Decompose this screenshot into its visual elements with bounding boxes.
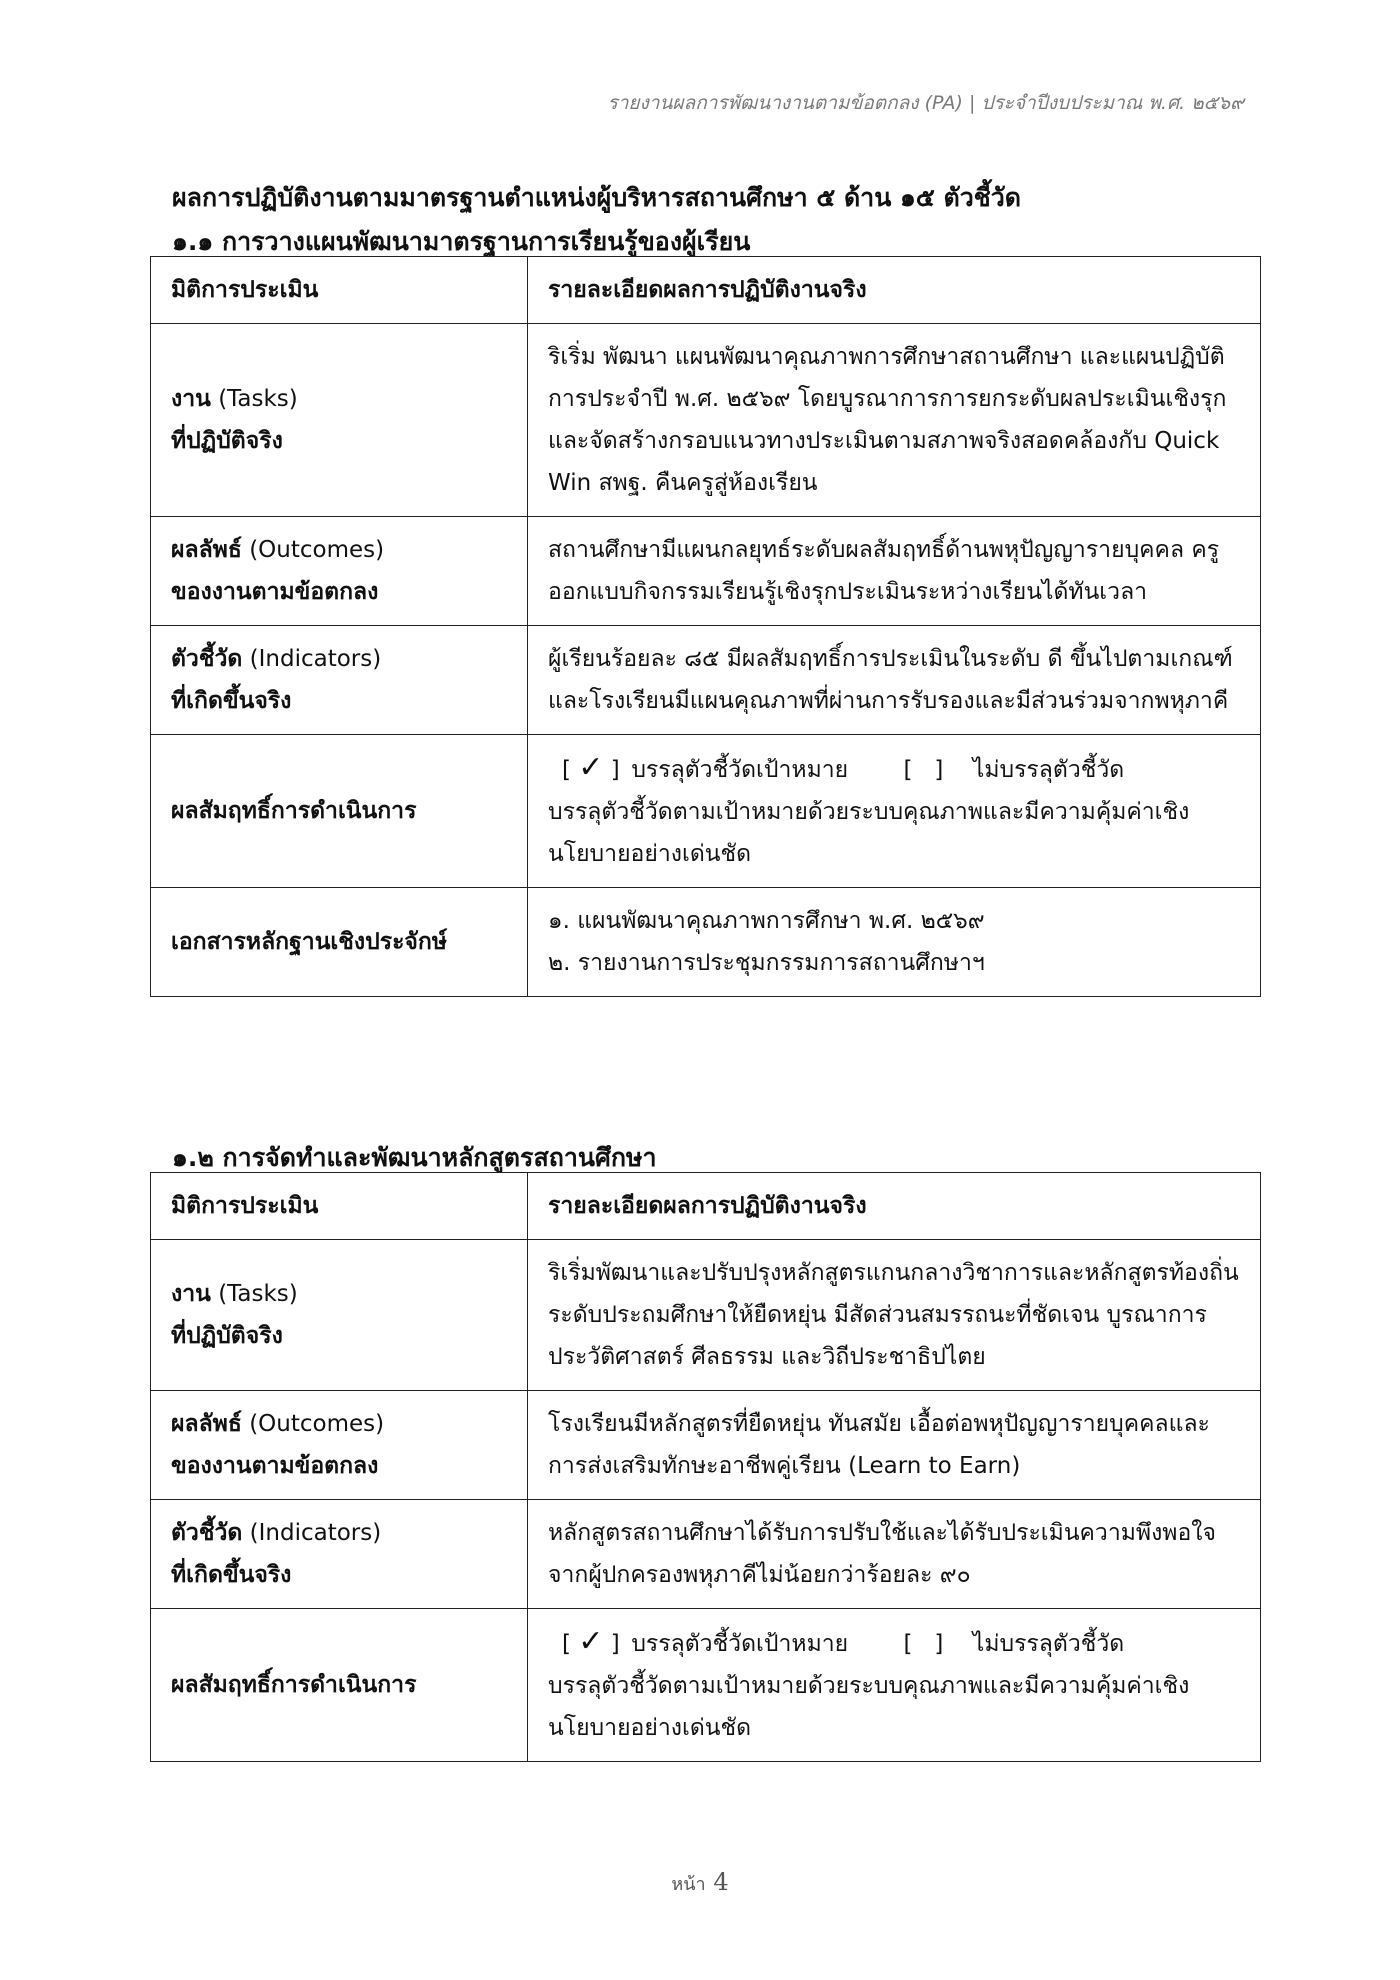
outcomes-text: สถานศึกษามีแผนกลยุทธ์ระดับผลสัมฤทธิ์ด้านพหุปัญญารายบุคคล ครูออกแบบกิจกรรมเรียนรู้เชิงรุกประเมินระหว่างเรียนได้ทันเวลา	[528, 517, 1261, 626]
tasks-label-en: (Tasks)	[218, 386, 298, 412]
indicators-row	[151, 1500, 1261, 1609]
tasks-label-th: งาน	[171, 386, 211, 412]
page-footer	[0, 1868, 1400, 1898]
section-2-table	[150, 1172, 1261, 1762]
evidence-list	[528, 888, 1261, 997]
tasks-label-th: งาน	[171, 1281, 211, 1307]
indicators-label-th: ตัวชี้วัด	[171, 646, 243, 672]
section-1-title: ๑.๑ การวางแผนพัฒนามาตรฐานการเรียนรู้ของผู้เรียน	[172, 227, 751, 256]
outcomes-label-en: (Outcomes)	[249, 1411, 385, 1437]
result-row	[151, 1609, 1261, 1762]
header-dimension: มิติการประเมิน	[151, 257, 528, 324]
not-achieved-checkbox: [ ]	[903, 1631, 944, 1657]
outcomes-label-th: ผลลัพธ์	[171, 1411, 242, 1437]
not-achieved-checkbox: [ ]	[903, 757, 944, 783]
achieved-label: บรรลุตัวชี้วัดเป้าหมาย	[631, 1631, 849, 1657]
not-achieved-label: ไม่บรรลุตัวชี้วัด	[972, 1631, 1125, 1657]
indicators-label-2: ที่เกิดขึ้นจริง	[171, 688, 292, 714]
table-header-row	[151, 257, 1261, 324]
tasks-label	[151, 324, 528, 517]
outcomes-label-2: ของงานตามข้อตกลง	[171, 579, 379, 605]
result-text: บรรลุตัวชี้วัดตามเป้าหมายด้วยระบบคุณภาพและมีความคุ้มค่าเชิงนโยบายอย่างเด่นชัด	[548, 1673, 1190, 1741]
tasks-label	[151, 1240, 528, 1391]
outcomes-label-2: ของงานตามข้อตกลง	[171, 1453, 379, 1479]
indicators-label-en: (Indicators)	[249, 1520, 382, 1546]
tasks-text: ริเริ่มพัฒนาและปรับปรุงหลักสูตรแกนกลางวิชาการและหลักสูตรท้องถิ่นระดับประถมศึกษาให้ยืดหยุ่น มีสัดส่วนสมรรถนะที่ชัดเจน บูรณาการประวัติศาสตร์ ศีลธรรม และวิถีประชาธิปไตย	[528, 1240, 1261, 1391]
tasks-text: ริเริ่ม พัฒนา แผนพัฒนาคุณภาพการศึกษาสถานศึกษา และแผนปฏิบัติการประจำปี พ.ศ. ๒๕๖๙ โดยบูรณาการการยกระดับผลประเมินเชิงรุก และจัดสร้างกรอบแนวทางประเมินตามสภาพจริงสอดคล้องกับ Quick Win สพฐ. คืนครูสู่ห้องเรียน	[528, 324, 1261, 517]
result-checkboxes	[548, 1621, 1242, 1665]
outcomes-label-en: (Outcomes)	[249, 537, 385, 563]
indicators-label-2: ที่เกิดขึ้นจริง	[171, 1562, 292, 1588]
result-checkboxes	[548, 747, 1242, 791]
outcomes-label	[151, 1391, 528, 1500]
result-cell	[528, 735, 1261, 888]
indicators-text: หลักสูตรสถานศึกษาได้รับการปรับใช้และได้รับประเมินความพึงพอใจจากผู้ปกครองพหุภาคีไม่น้อยกว่าร้อยละ ๙๐	[528, 1500, 1261, 1609]
result-row	[151, 735, 1261, 888]
page-header: รายงานผลการพัฒนางานตามข้อตกลง (PA) | ประจำปีงบประมาณ พ.ศ. ๒๕๖๙	[607, 92, 1244, 114]
result-label: ผลสัมฤทธิ์การดำเนินการ	[151, 1609, 528, 1762]
header-details: รายละเอียดผลการปฏิบัติงานจริง	[528, 1173, 1261, 1240]
not-achieved-label: ไม่บรรลุตัวชี้วัด	[972, 757, 1125, 783]
indicators-row	[151, 626, 1261, 735]
tasks-label-2: ที่ปฏิบัติจริง	[171, 1323, 283, 1349]
main-title: ผลการปฏิบัติงานตามมาตรฐานตำแหน่งผู้บริหารสถานศึกษา ๕ ด้าน ๑๕ ตัวชี้วัด	[172, 183, 1022, 212]
achieved-checkbox: [ ✓ ]	[562, 750, 620, 785]
indicators-label	[151, 626, 528, 735]
evidence-row	[151, 888, 1261, 997]
outcomes-row	[151, 517, 1261, 626]
outcomes-label-th: ผลลัพธ์	[171, 537, 242, 563]
checkmark-icon: ✓	[578, 1624, 604, 1659]
evidence-item: ๒. รายงานการประชุมกรรมการสถานศึกษาฯ	[548, 950, 985, 976]
page-number: 4	[713, 1868, 729, 1896]
indicators-text: ผู้เรียนร้อยละ ๘๕ มีผลสัมฤทธิ์การประเมินในระดับ ดี ขึ้นไปตามเกณฑ์ และโรงเรียนมีแผนคุณภาพที่ผ่านการรับรองและมีส่วนร่วมจากพหุภาคี	[528, 626, 1261, 735]
tasks-label-en: (Tasks)	[218, 1281, 298, 1307]
section-1-table	[150, 256, 1261, 997]
table-header-row	[151, 1173, 1261, 1240]
outcomes-text: โรงเรียนมีหลักสูตรที่ยืดหยุ่น ทันสมัย เอื้อต่อพหุปัญญารายบุคคลและการส่งเสริมทักษะอาชีพคู่เรียน (Learn to Earn)	[528, 1391, 1261, 1500]
header-details: รายละเอียดผลการปฏิบัติงานจริง	[528, 257, 1261, 324]
header-dimension: มิติการประเมิน	[151, 1173, 528, 1240]
indicators-label-th: ตัวชี้วัด	[171, 1520, 243, 1546]
page-label: หน้า	[671, 1874, 706, 1895]
indicators-label	[151, 1500, 528, 1609]
tasks-label-2: ที่ปฏิบัติจริง	[171, 428, 283, 454]
result-text: บรรลุตัวชี้วัดตามเป้าหมายด้วยระบบคุณภาพและมีความคุ้มค่าเชิงนโยบายอย่างเด่นชัด	[548, 799, 1190, 867]
outcomes-row	[151, 1391, 1261, 1500]
checkmark-icon: ✓	[578, 750, 604, 785]
achieved-checkbox: [ ✓ ]	[562, 1624, 620, 1659]
outcomes-label	[151, 517, 528, 626]
indicators-label-en: (Indicators)	[249, 646, 382, 672]
tasks-row	[151, 324, 1261, 517]
evidence-item: ๑. แผนพัฒนาคุณภาพการศึกษา พ.ศ. ๒๕๖๙	[548, 908, 985, 934]
result-label: ผลสัมฤทธิ์การดำเนินการ	[151, 735, 528, 888]
section-2-title: ๑.๒ การจัดทำและพัฒนาหลักสูตรสถานศึกษา	[172, 1143, 657, 1172]
tasks-row	[151, 1240, 1261, 1391]
achieved-label: บรรลุตัวชี้วัดเป้าหมาย	[631, 757, 849, 783]
result-cell	[528, 1609, 1261, 1762]
evidence-label: เอกสารหลักฐานเชิงประจักษ์	[151, 888, 528, 997]
